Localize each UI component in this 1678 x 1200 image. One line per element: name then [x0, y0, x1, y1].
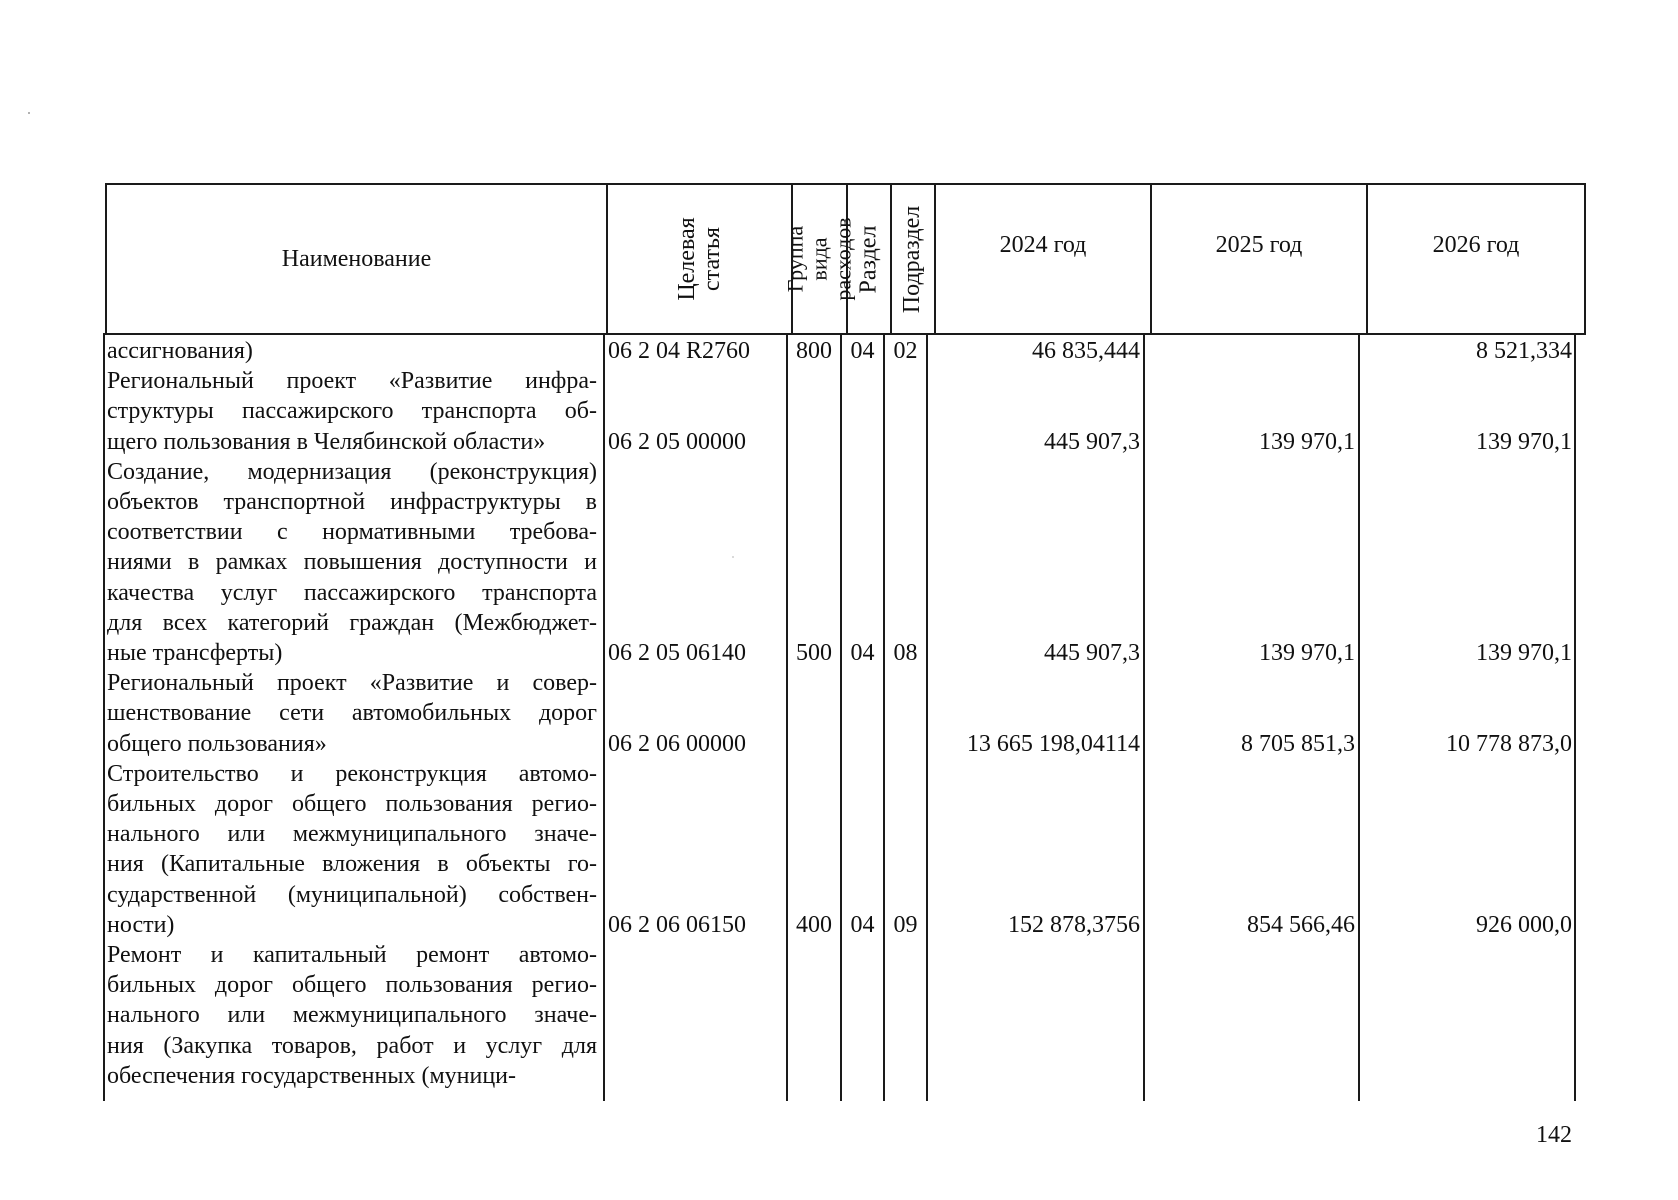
column-border: [103, 333, 105, 1101]
row-y2025: 854 566,46: [1247, 911, 1355, 938]
row-name-line: щего пользования в Челябинской области»: [107, 428, 546, 455]
column-border: [883, 333, 885, 1101]
column-border: [840, 333, 842, 1101]
row-target: 06 2 06 06150: [608, 911, 746, 938]
row-y2024: 445 907,3: [1044, 428, 1140, 455]
row-name-line: Создание, модернизация (реконструкция): [107, 458, 597, 485]
row-name-line: обеспечения государственных (муници-: [107, 1062, 517, 1089]
header-target-article: [608, 185, 791, 333]
row-name-line: Региональный проект «Развитие инфра-: [107, 368, 597, 395]
row-y2026: 139 970,1: [1476, 640, 1572, 666]
row-y2026: 8 521,334: [1476, 338, 1572, 364]
row-name-line: бильных дорог общего пользования регио-: [107, 791, 597, 817]
header-section: [848, 185, 890, 333]
header-divider: [1584, 183, 1586, 335]
row-name-line: общего пользования»: [107, 730, 327, 757]
row-expense-group: 500: [796, 640, 832, 666]
row-y2024: 445 907,3: [1044, 640, 1140, 666]
header-year-2025: 2025 год: [1215, 231, 1303, 258]
header-year-2024: 2024 год: [999, 231, 1087, 258]
row-name-line: качества услуг пассажирского транспорта: [107, 579, 597, 606]
row-name-line: шенствование сети автомобильных дорог: [107, 700, 597, 727]
row-section: 04: [850, 338, 875, 364]
row-y2025: 139 970,1: [1259, 640, 1355, 666]
row-target: 06 2 05 00000: [608, 428, 746, 455]
row-subsection: 08: [893, 640, 918, 666]
row-y2025: 139 970,1: [1259, 428, 1355, 455]
column-border: [603, 333, 605, 1101]
row-name-line: объектов транспортной инфраструктуры в: [107, 489, 597, 515]
row-name-line: нального или межмуниципального значе-: [107, 821, 597, 848]
header-expense-group: [782, 185, 856, 333]
header-name: Наименование: [281, 245, 432, 272]
row-name-line: Региональный проект «Развитие и совер-: [107, 670, 597, 697]
row-name-line: Строительство и реконструкция автомо-: [107, 760, 597, 787]
scan-speck: [732, 556, 734, 558]
row-section: 04: [850, 911, 875, 938]
row-name-line: ности): [107, 911, 175, 938]
row-name-line: ные трансферты): [107, 640, 283, 666]
header-section-label: Раздел: [855, 225, 882, 293]
row-subsection: 02: [893, 338, 918, 364]
header-subsection: [892, 185, 934, 333]
row-name-line: ассигнования): [107, 338, 253, 364]
row-target: 06 2 05 06140: [608, 640, 746, 666]
row-name-line: для всех категорий граждан (Межбюджет-: [107, 609, 597, 636]
row-subsection: 09: [893, 911, 918, 938]
row-name-line: Ремонт и капитальный ремонт автомо-: [107, 942, 597, 968]
row-y2025: 8 705 851,3: [1241, 730, 1355, 757]
row-name-line: ния (Закупка товаров, работ и услуг для: [107, 1032, 597, 1059]
row-name-line: нального или межмуниципального значе-: [107, 1002, 597, 1029]
row-y2026: 139 970,1: [1476, 428, 1572, 455]
row-y2026: 926 000,0: [1476, 911, 1572, 938]
column-border: [1574, 333, 1576, 1101]
header-year-2026: 2026 год: [1432, 231, 1520, 258]
row-y2024: 152 878,3756: [1008, 911, 1140, 938]
row-target: 06 2 06 00000: [608, 730, 746, 757]
row-y2024: 46 835,444: [1032, 338, 1140, 364]
row-expense-group: 800: [796, 338, 832, 364]
row-name-line: соответствии с нормативными требова-: [107, 519, 597, 546]
page-number: 142: [1536, 1122, 1572, 1148]
scan-speck: [28, 112, 30, 114]
row-name-line: ния (Капитальные вложения в объекты го-: [107, 851, 597, 878]
row-name-line: сударственной (муниципальной) собствен-: [107, 881, 597, 908]
row-name-line: структуры пассажирского транспорта об-: [107, 398, 597, 425]
header-target-article-label: Целевая статья: [673, 217, 725, 301]
row-name-line: бильных дорог общего пользования регио-: [107, 972, 597, 999]
row-target: 06 2 04 R2760: [608, 338, 751, 364]
row-expense-group: 400: [796, 911, 832, 938]
row-y2024: 13 665 198,04114: [966, 730, 1140, 757]
row-section: 04: [850, 640, 875, 666]
row-y2026: 10 778 873,0: [1446, 730, 1572, 757]
column-border: [786, 333, 788, 1101]
header-expense-group-label: Группа вида расходов: [782, 217, 856, 301]
row-name-line: ниями в рамках повышения доступности и: [107, 549, 597, 576]
header-subsection-label: Подраздел: [899, 205, 926, 313]
